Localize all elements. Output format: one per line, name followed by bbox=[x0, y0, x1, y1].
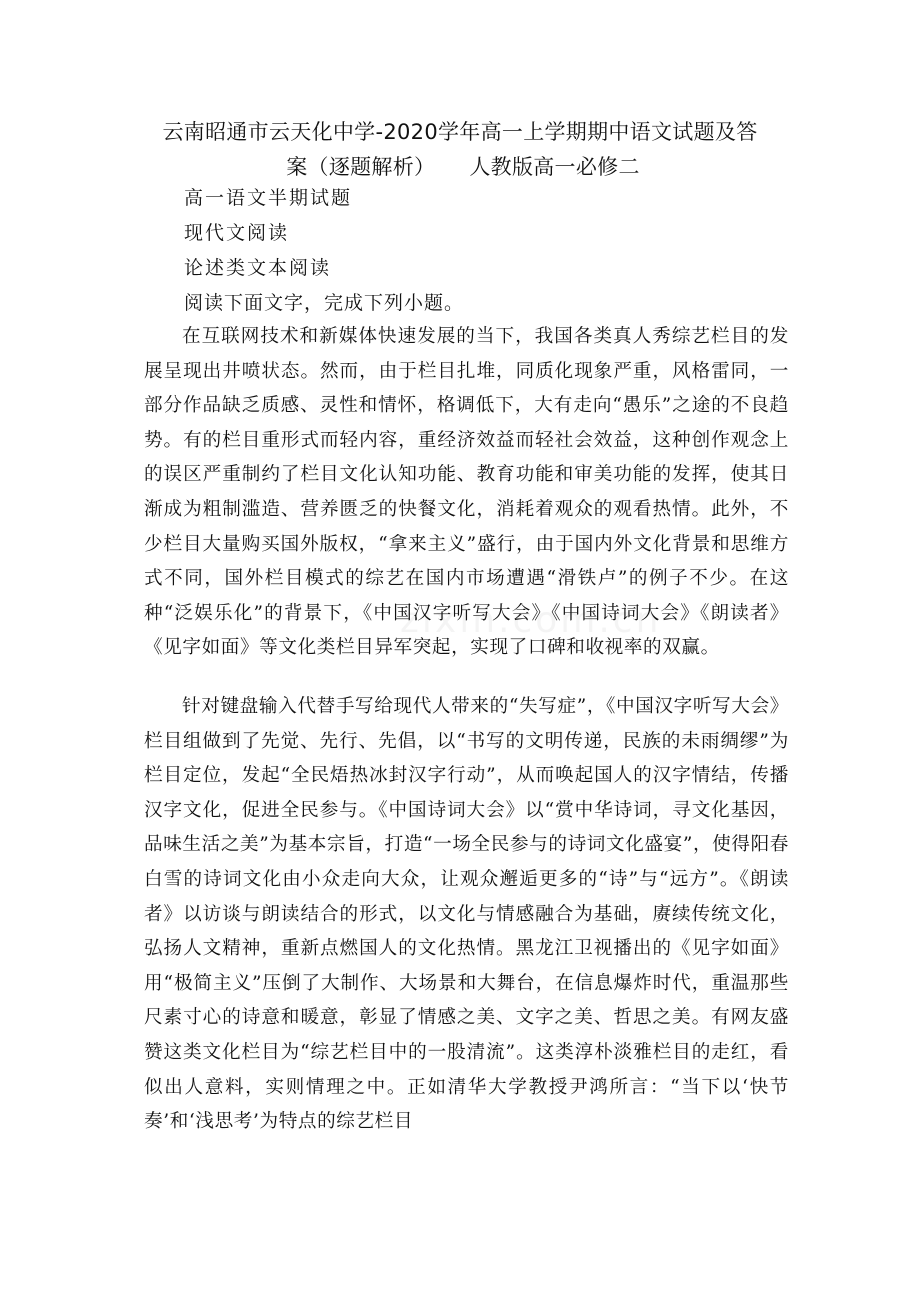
title-line-2-part-2: 人教版高一必修二 bbox=[469, 155, 640, 179]
title-line-1: 云南昭通市云天化中学-2020学年高一上学期期中语文试题及答 bbox=[162, 120, 758, 144]
exam-heading: 高一语文半期试题 bbox=[184, 187, 353, 209]
paragraph-1: 在互联网技术和新媒体快速发展的当下，我国各类真人秀综艺栏目的发展呈现出井喷状态。然而，由于栏目扎堆，同质化现象严重，风格雷同，一部分作品缺乏质感、灵性和情怀，格调低下，大有走向“愚乐”之途的不良趋势。有的栏目重形式而轻内容，重经济效益而轻社会效益，这种创作观念上的误区严重制约了栏目文化认知功能、教育功能和审美功能的发挥，使其日渐成为粗制滥造、营养匮乏的快餐文化，消耗着观众的观看热情。此外，不少栏目大量购买国外版权，“拿来主义”盛行，由于国内外文化背景和思维方式不同，国外栏目模式的综艺在国内市场遭遇“滑铁卢”的例子不少。在这种“泛娱乐化”的背景下，《中国汉字听写大会》《中国诗词大会》《朗读者》《见字如面》等文化类栏目异军突起，实现了口碑和收视率的双赢。 bbox=[144, 326, 789, 659]
instruction-text: 阅读下面文字，完成下列小题。 bbox=[184, 292, 465, 314]
title-line-2 bbox=[140, 150, 780, 185]
title-line-2-part-1: 案（逐题解析） bbox=[286, 155, 436, 179]
paragraph-2: 针对键盘输入代替手写给现代人带来的“失写症”，《中国汉字听写大会》栏目组做到了先觉、先行、先倡，以“书写的文明传递，民族的未雨绸缪”为栏目定位，发起“全民焐热冰封汉字行动”，从而唤起国人的汉字情结，传播汉字文化，促进全民参与。《中国诗词大会》以“赏中华诗词，寻文化基因，品味生活之美”为基本宗旨，打造“一场全民参与的诗词文化盛宴”，使得阳春白雪的诗词文化由小众走向大众，让观众邂逅更多的“诗”与“远方”。《朗读者》以访谈与朗读结合的形式，以文化与情感融合为基础，赓续传统文化，弘扬人文精神，重新点燃国人的文化热情。黑龙江卫视播出的《见字如面》用“极简主义”压倒了大制作、大场景和大舞台，在信息爆炸时代，重温那些尺素寸心的诗意和暖意，彰显了情感之美、文字之美、哲思之美。有网友盛赞这类文化栏目为“综艺栏目中的一股清流”。这类淳朴淡雅栏目的走红，看似出人意料，实则情理之中。正如清华大学教授尹鸿所言：“当下以‘快节奏’和‘浅思考’为特点的综艺栏目 bbox=[144, 696, 789, 1133]
section-heading: 现代文阅读 bbox=[184, 222, 290, 244]
document-title bbox=[140, 115, 780, 185]
subsection-heading: 论述类文本阅读 bbox=[184, 257, 332, 279]
